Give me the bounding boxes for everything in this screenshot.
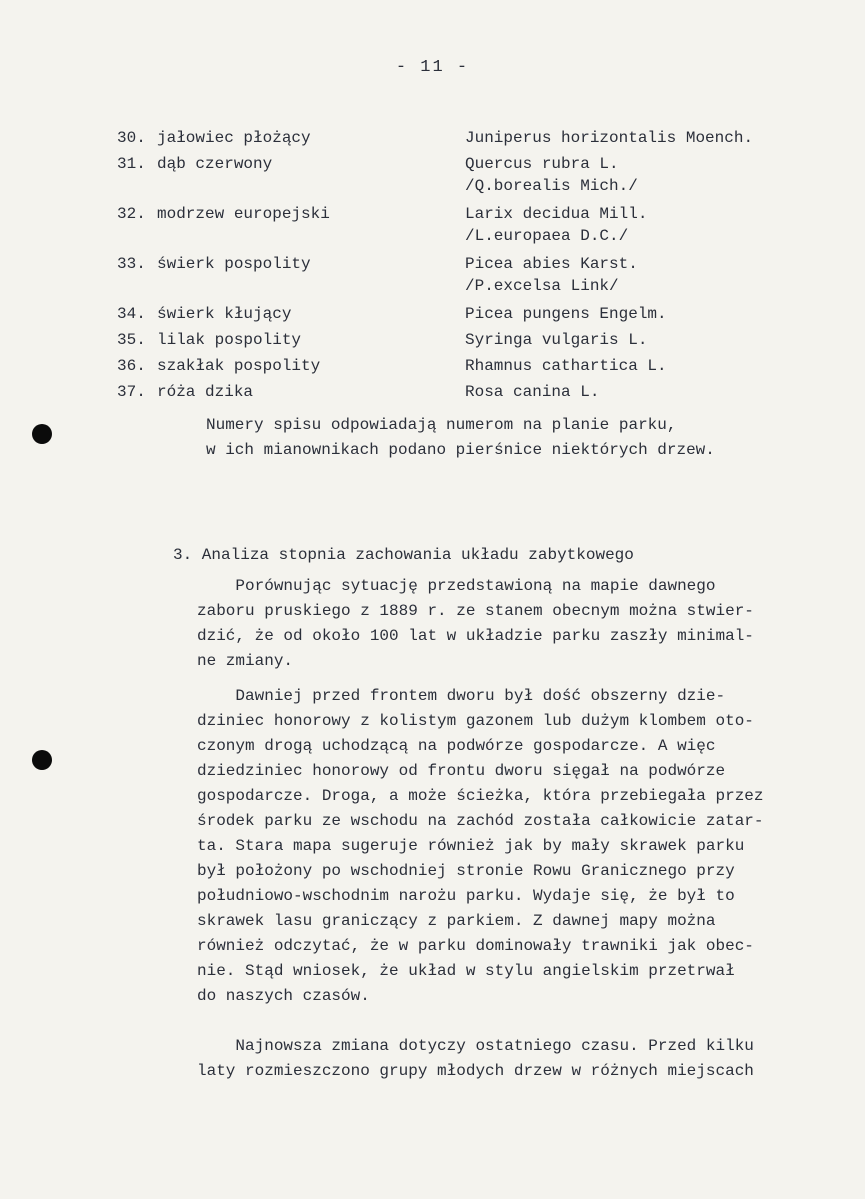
species-number: 36.: [117, 357, 146, 375]
list-note: Numery spisu odpowiadają numerom na planie parku, w ich mianownikach podano pierśnice niektórych drzew.: [206, 416, 715, 459]
species-number: 33.: [117, 255, 146, 273]
species-latin-name: Rosa canina L.: [465, 383, 600, 401]
species-polish-name: lilak pospolity: [157, 331, 302, 349]
species-row: [117, 127, 837, 149]
paragraph: Najnowsza zmiana dotyczy ostatniego czasu. Przed kilku laty rozmieszczono grupy młodych drzew w różnych miejscach: [197, 1037, 754, 1080]
paragraph: Porównując sytuację przedstawioną na mapie dawnego zaboru pruskiego z 1889 r. ze stanem obecnym można stwier- dzić, że od około 100 lat w układzie parku zaszły minimal- ne zmiany.: [197, 577, 754, 670]
species-latin-name: Rhamnus cathartica L.: [465, 357, 667, 375]
punch-hole: [32, 750, 52, 770]
species-polish-name: modrzew europejski: [157, 205, 330, 223]
species-row: [117, 253, 837, 297]
species-polish-name: świerk kłujący: [157, 305, 292, 323]
section-heading: 3. Analiza stopnia zachowania układu zabytkowego: [173, 546, 634, 564]
species-polish-name: róża dzika: [157, 383, 254, 401]
species-latin-name: Juniperus horizontalis Moench.: [465, 129, 754, 147]
species-row: [117, 355, 837, 377]
species-polish-name: szakłak pospolity: [157, 357, 321, 375]
species-number: 35.: [117, 331, 146, 349]
species-number: 31.: [117, 155, 146, 173]
punch-hole: [32, 424, 52, 444]
species-row: [117, 203, 837, 247]
species-row: [117, 303, 837, 325]
species-row: [117, 381, 837, 403]
species-latin-name: Picea abies Karst. /P.excelsa Link/: [465, 255, 638, 295]
species-row: [117, 153, 837, 197]
species-number: 32.: [117, 205, 146, 223]
page-number: - 11 -: [395, 58, 470, 77]
species-latin-name: Quercus rubra L. /Q.borealis Mich./: [465, 155, 638, 195]
species-number: 30.: [117, 129, 146, 147]
species-polish-name: jałowiec płożący: [157, 129, 311, 147]
species-list: [117, 127, 837, 403]
species-polish-name: dąb czerwony: [157, 155, 273, 173]
species-row: [117, 329, 837, 351]
species-latin-name: Picea pungens Engelm.: [465, 305, 667, 323]
species-number: 34.: [117, 305, 146, 323]
paragraph: Dawniej przed frontem dworu był dość obszerny dzie- dziniec honorowy z kolistym gazonem lub dużym klombem oto- czonym drogą uchodzącą na podwórze gospodarcze. A więc dziedziniec honorowy od frontu dworu sięgał na podwórze gospodarcze. Droga, a może ścieżka, która przebiegała przez środek parku ze wschodu na zachód została całkowicie zatar- ta. Stara mapa sugeruje również jak by mały skrawek parku był położony po wschodniej stronie Rowu Granicznego przy południowo-wschodnim narożu parku. Wydaje się, że był to skrawek lasu graniczący z parkiem. Z dawnej mapy można również odczytać, że w parku dominowały trawniki jak obec- nie. Stąd wniosek, że układ w stylu angielskim przetrwał do naszych czasów.: [197, 687, 764, 1005]
species-polish-name: świerk pospolity: [157, 255, 311, 273]
species-latin-name: Larix decidua Mill. /L.europaea D.C./: [465, 205, 648, 245]
species-number: 37.: [117, 383, 146, 401]
species-latin-name: Syringa vulgaris L.: [465, 331, 648, 349]
